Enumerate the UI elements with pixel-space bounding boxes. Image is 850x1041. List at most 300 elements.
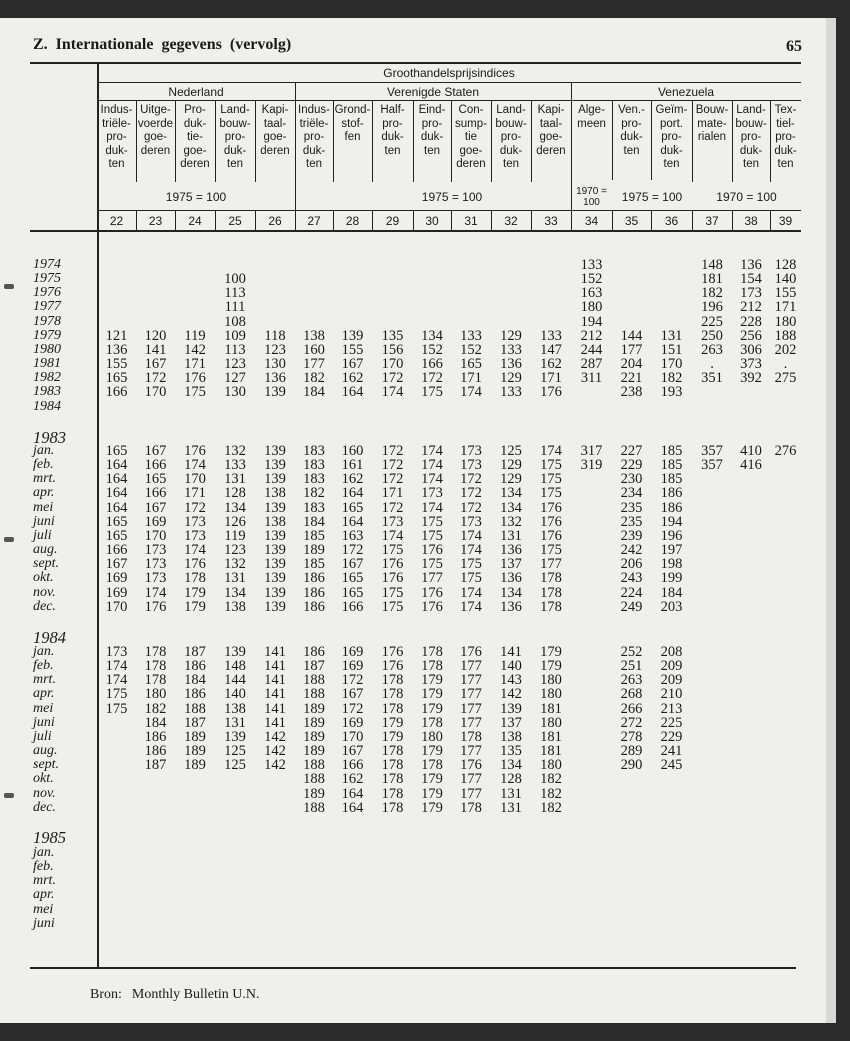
- page-title: Z. Internationale gegevens (vervolg): [33, 36, 292, 53]
- binder-hole: [4, 284, 14, 289]
- table-cell: 225: [701, 313, 723, 330]
- table-cell: 196: [660, 527, 683, 544]
- table-cell: 177: [421, 570, 443, 587]
- table-cell: 185: [660, 471, 683, 488]
- table-cell: 120: [144, 327, 167, 344]
- table-cell: 239: [620, 527, 643, 544]
- table-cell: 166: [105, 384, 128, 401]
- table-cell: 182: [660, 370, 683, 387]
- table-cell: 169: [341, 658, 364, 675]
- table-cell: 164: [341, 485, 364, 502]
- table-cell: 251: [620, 658, 643, 675]
- table-cell: 165: [144, 471, 167, 488]
- table-cell: 177: [460, 785, 482, 802]
- table-cell: 134: [421, 327, 443, 344]
- table-cell: 172: [460, 499, 482, 516]
- table-cell: 134: [224, 584, 246, 601]
- column-divider: [136, 100, 137, 182]
- table-cell: 139: [224, 728, 246, 745]
- column-divider: [491, 100, 492, 182]
- table-cell: 173: [144, 570, 167, 587]
- table-cell: 175: [540, 457, 562, 474]
- table-cell: 133: [540, 327, 562, 344]
- table-cell: 132: [224, 556, 246, 573]
- table-cell: 100: [224, 271, 246, 288]
- table-cell: 182: [540, 771, 562, 788]
- table-cell: 209: [660, 672, 683, 689]
- table-cell: 121: [105, 327, 128, 344]
- table-cell: 174: [540, 443, 562, 459]
- table-cell: 139: [264, 556, 286, 573]
- row-label: mei: [33, 499, 54, 515]
- row-label: jan.: [33, 443, 55, 458]
- row-label: 1984: [33, 398, 61, 414]
- row-label: juni: [33, 714, 55, 730]
- table-cell: 178: [144, 658, 167, 675]
- table-cell: 172: [341, 542, 364, 559]
- column-divider: [372, 100, 373, 182]
- table-cell: 179: [381, 728, 404, 745]
- column-header: Half- pro- duk- ten: [380, 104, 405, 157]
- table-cell: 243: [620, 570, 643, 587]
- table-cell: 134: [500, 485, 522, 502]
- column-number: 25: [228, 214, 242, 228]
- table-cell: .: [783, 356, 788, 373]
- table-cell: 138: [224, 598, 246, 615]
- table-cell: 151: [660, 341, 683, 358]
- table-cell: 172: [341, 700, 364, 717]
- table-cell: 143: [500, 672, 522, 689]
- row-label: mei: [33, 700, 54, 716]
- table-cell: 187: [184, 644, 206, 660]
- table-cell: 155: [341, 341, 364, 358]
- table-cell: 173: [460, 443, 482, 459]
- table-cell: 228: [740, 313, 762, 330]
- table-cell: 180: [774, 313, 797, 330]
- table-cell: 175: [421, 527, 443, 544]
- table-cell: 172: [381, 499, 404, 516]
- table-cell: 186: [303, 644, 325, 660]
- table-cell: 130: [264, 356, 286, 373]
- base-venezuela-1975: 1975 = 100: [621, 190, 683, 204]
- table-cell: 178: [381, 700, 404, 717]
- binder-hole: [4, 793, 14, 798]
- table-cell: 139: [264, 384, 286, 401]
- table-cell: 175: [381, 584, 404, 601]
- table-cell: 169: [105, 584, 128, 601]
- table-cell: 183: [303, 499, 325, 516]
- column-number: 35: [624, 214, 639, 228]
- column-divider: [531, 100, 532, 182]
- table-cell: 172: [460, 485, 482, 502]
- table-cell: 194: [660, 513, 683, 530]
- column-divider: [295, 210, 296, 230]
- table-cell: 178: [381, 785, 404, 802]
- table-cell: 203: [660, 598, 683, 615]
- column-divider: [451, 100, 452, 182]
- table-cell: 179: [421, 743, 443, 760]
- column-divider: [491, 210, 492, 230]
- table-cell: 129: [500, 327, 522, 344]
- table-cell: 137: [500, 714, 522, 731]
- column-divider: [612, 100, 613, 180]
- table-cell: 176: [460, 757, 482, 774]
- table-cell: 174: [184, 457, 206, 474]
- table-cell: 175: [184, 384, 206, 401]
- table-cell: 180: [540, 757, 562, 774]
- table-cell: 263: [701, 341, 723, 358]
- table-cell: 139: [224, 644, 246, 660]
- column-divider: [215, 100, 216, 182]
- table-cell: 167: [341, 686, 364, 703]
- year-heading: 1984: [33, 628, 66, 647]
- table-cell: 165: [341, 570, 364, 587]
- table-cell: 172: [381, 443, 404, 459]
- table-cell: 170: [144, 527, 167, 544]
- table-cell: 141: [144, 341, 167, 358]
- table-cell: 140: [774, 271, 797, 288]
- table-cell: 176: [381, 658, 404, 675]
- column-header: Eind- pro- duk- ten: [418, 104, 446, 157]
- table-cell: 123: [224, 356, 246, 373]
- table-cell: 170: [660, 356, 683, 373]
- row-label: jan.: [33, 644, 55, 659]
- row-label: aug.: [33, 542, 58, 558]
- table-cell: 136: [264, 370, 286, 387]
- table-cell: 188: [303, 686, 325, 703]
- table-cell: 142: [264, 757, 286, 774]
- table-cell: 177: [460, 743, 482, 760]
- table-cell: 164: [341, 799, 364, 816]
- table-cell: 137: [500, 556, 522, 573]
- country-nederland: Nederland: [168, 85, 224, 99]
- table-cell: 189: [303, 542, 325, 559]
- table-cell: 165: [105, 443, 128, 459]
- table-cell: 139: [264, 542, 286, 559]
- column-number: 22: [109, 214, 124, 228]
- table-cell: 167: [144, 443, 167, 459]
- column-header: Pro- duk- tie- goe- deren: [180, 104, 210, 170]
- table-cell: 179: [184, 584, 206, 601]
- table-cell: 131: [224, 714, 246, 731]
- table-cell: 169: [105, 570, 128, 587]
- row-label: feb.: [33, 658, 54, 674]
- table-cell: 133: [500, 341, 522, 358]
- table-cell: 123: [264, 341, 286, 358]
- table-cell: 165: [105, 527, 128, 544]
- row-label: juli: [33, 527, 52, 543]
- table-cell: 128: [500, 771, 522, 788]
- table-cell: 176: [381, 644, 404, 660]
- column-number: 29: [385, 214, 400, 228]
- table-cell: 162: [341, 370, 364, 387]
- table-cell: 178: [381, 799, 404, 816]
- country-verenigde-staten: Verenigde Staten: [386, 85, 480, 99]
- table-cell: 252: [620, 644, 643, 660]
- table-cell: 165: [105, 513, 128, 530]
- table-cell: 178: [381, 743, 404, 760]
- row-label: mrt.: [33, 873, 56, 889]
- table-cell: 184: [303, 384, 325, 401]
- table-cell: 184: [144, 714, 167, 731]
- table-cell: 138: [303, 327, 325, 344]
- table-cell: 173: [144, 556, 167, 573]
- table-cell: 113: [224, 285, 246, 302]
- table-cell: 129: [500, 471, 522, 488]
- table-cell: 173: [460, 513, 482, 530]
- table-cell: 181: [540, 743, 562, 760]
- table-cell: 178: [144, 672, 167, 689]
- row-label: 1983: [33, 384, 61, 400]
- table-cell: 172: [421, 370, 443, 387]
- table-cell: 180: [540, 714, 562, 731]
- table-cell: 176: [184, 370, 206, 387]
- table-cell: 172: [381, 457, 404, 474]
- table-cell: 175: [381, 598, 404, 615]
- table-cell: 199: [660, 570, 683, 587]
- table-cell: 188: [303, 757, 325, 774]
- row-label: juli: [33, 728, 52, 744]
- table-cell: 141: [264, 714, 286, 731]
- table-cell: 171: [774, 299, 797, 316]
- table-cell: 133: [500, 384, 522, 401]
- table-cell: 189: [184, 757, 206, 774]
- table-cell: 290: [620, 757, 643, 774]
- table-cell: 134: [224, 499, 246, 516]
- row-label: sept.: [33, 757, 60, 773]
- table-cell: 182: [303, 485, 325, 502]
- column-header: Indus- triële- pro- duk- ten: [298, 104, 330, 170]
- column-divider: [136, 210, 137, 230]
- rule: [97, 82, 801, 83]
- table-cell: 188: [303, 771, 325, 788]
- table-cell: 174: [421, 471, 443, 488]
- column-number: 39: [778, 214, 793, 228]
- table-cell: 229: [660, 728, 683, 745]
- table-cell: 182: [540, 785, 562, 802]
- table-cell: 187: [144, 757, 167, 774]
- table-cell: 179: [381, 714, 404, 731]
- table-cell: 174: [460, 542, 482, 559]
- table-cell: 131: [500, 527, 522, 544]
- table-cell: 173: [184, 527, 206, 544]
- table-cell: 198: [660, 556, 683, 573]
- table-cell: 174: [381, 384, 404, 401]
- table-cell: 373: [740, 356, 762, 373]
- table-cell: 206: [620, 556, 643, 573]
- table-cell: 174: [460, 598, 482, 615]
- table-cell: 179: [421, 700, 443, 717]
- table-cell: 186: [144, 728, 167, 745]
- column-header: Tex- tiel- pro- duk- ten: [774, 104, 797, 170]
- table-cell: 140: [224, 686, 246, 703]
- table-cell: 178: [460, 728, 482, 745]
- table-bottom-rule: [30, 967, 796, 969]
- table-cell: 141: [264, 672, 286, 689]
- row-label: juni: [33, 513, 55, 529]
- table-cell: 175: [460, 556, 482, 573]
- table-cell: 131: [224, 570, 246, 587]
- table-cell: 176: [184, 556, 206, 573]
- binder-hole: [4, 537, 14, 542]
- table-cell: 179: [540, 658, 562, 675]
- table-cell: 131: [660, 327, 683, 344]
- column-divider: [333, 100, 334, 182]
- table-cell: 180: [540, 672, 562, 689]
- column-header: Uitge- voerde goe- deren: [137, 104, 174, 157]
- row-label: aug.: [33, 743, 58, 759]
- table-cell: 141: [264, 700, 286, 717]
- table-cell: 172: [144, 370, 167, 387]
- column-number: 33: [544, 214, 558, 228]
- column-number: 28: [345, 214, 360, 228]
- table-cell: 212: [580, 327, 603, 344]
- column-divider: [255, 100, 256, 182]
- rule: [97, 100, 801, 101]
- table-cell: 128: [224, 485, 246, 502]
- table-cell: 164: [341, 384, 364, 401]
- table-cell: 142: [264, 728, 286, 745]
- source-label: Bron:: [90, 987, 122, 1002]
- table-cell: 140: [500, 658, 522, 675]
- table-cell: 173: [421, 485, 443, 502]
- table-cell: 176: [540, 513, 562, 530]
- table-cell: 186: [303, 570, 325, 587]
- table-cell: 133: [580, 257, 603, 273]
- table-cell: 185: [303, 527, 325, 544]
- row-label: 1978: [33, 313, 61, 329]
- row-label: 1975: [33, 271, 61, 287]
- table-cell: 306: [740, 341, 762, 358]
- table-cell: 177: [460, 771, 482, 788]
- column-header: Geïm- port. pro- duk- ten: [655, 104, 688, 170]
- table-cell: 144: [620, 327, 643, 344]
- table-cell: 134: [500, 757, 522, 774]
- table-cell: 141: [500, 644, 522, 660]
- column-number: 31: [464, 214, 478, 228]
- table-cell: 204: [620, 356, 643, 373]
- table-cell: 180: [144, 686, 167, 703]
- table-cell: 244: [580, 341, 603, 358]
- table-cell: 108: [224, 313, 246, 330]
- base-nederland: 1975 = 100: [165, 190, 227, 204]
- table-cell: 175: [421, 556, 443, 573]
- column-number: 24: [188, 214, 202, 228]
- base-venezuela-1970: 1970 = 100: [716, 190, 777, 204]
- table-cell: 182: [540, 799, 562, 816]
- table-cell: 176: [144, 598, 167, 615]
- table-cell: 177: [460, 700, 482, 717]
- table-cell: 133: [460, 327, 482, 344]
- table-cell: 178: [381, 757, 404, 774]
- column-divider: [732, 100, 733, 182]
- table-cell: 176: [540, 384, 562, 401]
- table-cell: 174: [421, 443, 443, 459]
- table-cell: 235: [620, 499, 643, 516]
- table-cell: 196: [701, 299, 723, 316]
- rule: [97, 210, 801, 211]
- table-cell: 182: [701, 285, 723, 302]
- table-cell: 173: [144, 542, 167, 559]
- table-cell: 235: [620, 513, 643, 530]
- table-cell: 186: [660, 499, 683, 516]
- table-cell: 132: [500, 513, 522, 530]
- table-cell: 416: [740, 457, 762, 474]
- page-number: 65: [786, 38, 802, 55]
- column-number: 27: [307, 214, 321, 228]
- column-number: 23: [148, 214, 163, 228]
- table-cell: 272: [620, 714, 643, 731]
- table-cell: 167: [105, 556, 128, 573]
- table-cell: 125: [224, 757, 246, 774]
- table-cell: 162: [341, 771, 364, 788]
- table-cell: 175: [105, 686, 128, 703]
- table-cell: 392: [740, 370, 762, 387]
- row-label: 1976: [33, 285, 61, 301]
- row-label: apr.: [33, 686, 55, 702]
- table-cell: 175: [421, 513, 443, 530]
- column-header: Land- bouw- pro- duk- ten: [735, 104, 767, 170]
- table-cell: 139: [264, 598, 286, 615]
- table-cell: 170: [341, 728, 364, 745]
- table-cell: 174: [105, 658, 128, 675]
- table-cell: 180: [540, 686, 562, 703]
- row-label: apr.: [33, 887, 55, 903]
- table-cell: 234: [620, 485, 643, 502]
- row-label: 1982: [33, 370, 61, 386]
- table-cell: 141: [264, 658, 286, 675]
- table-cell: 141: [264, 644, 286, 660]
- table-cell: 167: [144, 356, 167, 373]
- table-cell: 193: [660, 384, 683, 401]
- table-cell: 165: [341, 584, 364, 601]
- table-cell: 135: [500, 743, 522, 760]
- year-heading: 1985: [33, 828, 66, 847]
- table-cell: 319: [580, 457, 603, 474]
- table-cell: 164: [341, 785, 364, 802]
- table-cell: 189: [303, 785, 325, 802]
- table-cell: 187: [303, 658, 325, 675]
- table-cell: 178: [421, 644, 443, 660]
- table-cell: 176: [184, 443, 206, 459]
- column-number: 36: [664, 214, 679, 228]
- column-divider: [531, 210, 532, 230]
- column-divider: [770, 100, 771, 182]
- table-cell: 136: [740, 257, 762, 273]
- table-cell: 174: [460, 384, 482, 401]
- table-cell: 174: [381, 527, 404, 544]
- column-divider: [255, 210, 256, 230]
- row-label: 1979: [33, 327, 61, 343]
- table-cell: 183: [303, 471, 325, 488]
- table-cell: 128: [774, 257, 797, 273]
- table-cell: 111: [224, 299, 246, 316]
- table-cell: 131: [224, 471, 246, 488]
- column-divider: [732, 210, 733, 230]
- table-cell: 183: [303, 443, 325, 459]
- table-cell: 175: [540, 542, 562, 559]
- table-cell: 133: [224, 457, 246, 474]
- table-cell: 227: [620, 443, 643, 459]
- table-cell: 176: [381, 556, 404, 573]
- row-label: 1980: [33, 341, 61, 357]
- table-cell: 152: [580, 271, 603, 288]
- table-cell: 189: [303, 743, 325, 760]
- table-cell: 186: [303, 598, 325, 615]
- table-cell: 171: [184, 356, 206, 373]
- table-cell: 179: [540, 644, 562, 660]
- column-number: 34: [584, 214, 599, 228]
